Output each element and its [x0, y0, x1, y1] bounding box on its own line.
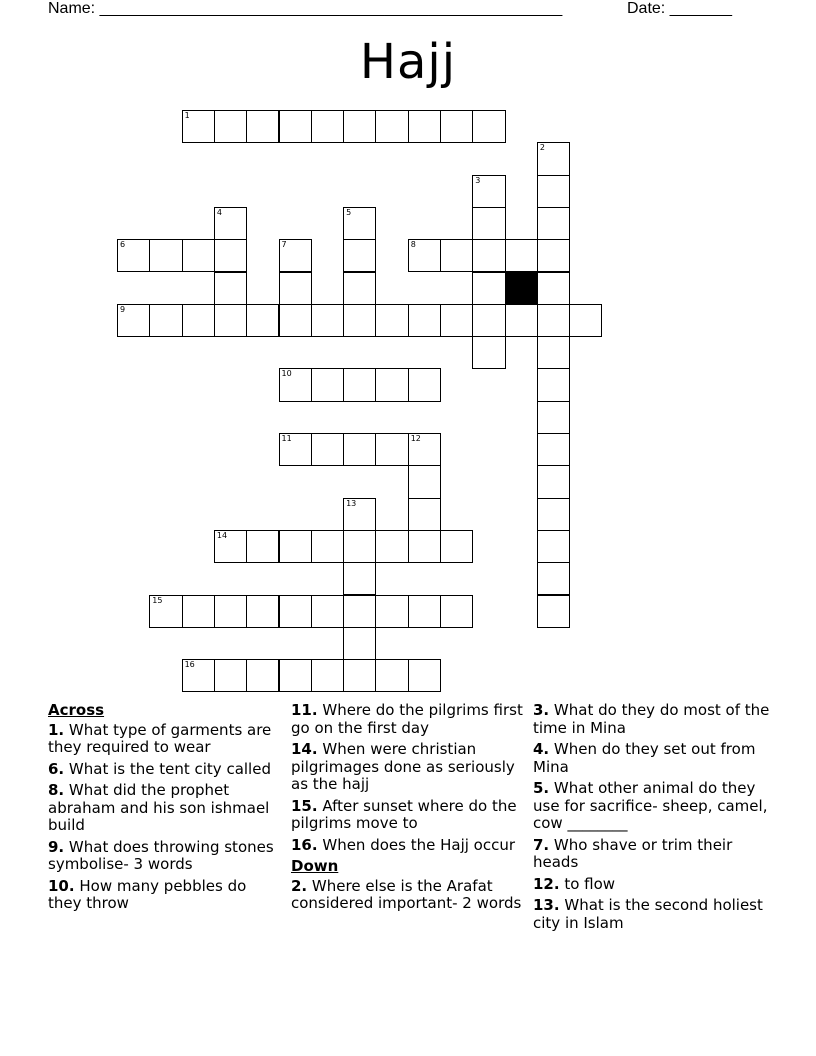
grid-cell[interactable] [214, 530, 247, 563]
grid-cell[interactable] [279, 530, 312, 563]
clue-number: 1 [184, 111, 190, 120]
grid-cell[interactable] [182, 595, 215, 628]
grid-cell[interactable] [375, 368, 408, 401]
grid-cell[interactable] [279, 433, 312, 466]
grid-cell[interactable] [440, 595, 473, 628]
clue-across: 9. What does throwing stones symbolise- 3 words [48, 837, 274, 873]
grid-cell[interactable] [408, 498, 441, 531]
clue-number: 13 [346, 498, 357, 508]
grid-cell[interactable] [537, 562, 570, 595]
grid-cell[interactable] [440, 304, 473, 337]
grid-cell[interactable] [408, 304, 441, 337]
grid-cell[interactable] [279, 595, 312, 628]
clue-down: 2. Where else is the Arafat considered important- 2 words [291, 876, 522, 912]
grid-cell[interactable] [343, 498, 376, 531]
clue-number: 8 [410, 240, 416, 250]
clue-down: 3. What do they do most of the time in Mina [533, 701, 770, 737]
grid-cell[interactable] [246, 659, 279, 692]
grid-cell[interactable] [214, 659, 247, 692]
grid-cell[interactable] [343, 272, 376, 305]
grid-cell[interactable] [149, 595, 182, 628]
grid-cell[interactable] [537, 433, 570, 466]
grid-cell[interactable] [375, 433, 408, 466]
clue-across: 11. Where do the pilgrims first go on the first day [291, 701, 523, 737]
clue-number: 11 [281, 434, 292, 443]
grid-cell[interactable] [343, 595, 376, 628]
grid-cell[interactable] [537, 175, 570, 208]
clue-across: 1. What type of garments are they required to wear [48, 720, 272, 756]
date-field-label: Date: _______ [627, 0, 732, 17]
grid-cell[interactable] [343, 530, 376, 563]
clue-down: 4. When do they set out from Mina [533, 740, 756, 776]
clue-number: 9 [120, 304, 126, 314]
grid-cell[interactable] [246, 595, 279, 628]
grid-cell[interactable] [472, 110, 505, 143]
clue-down: 13. What is the second holiest city in Islam [533, 896, 763, 932]
grid-cell[interactable] [343, 110, 376, 143]
grid-cell[interactable] [343, 239, 376, 272]
grid-cell[interactable] [343, 562, 376, 595]
grid-cell[interactable] [408, 433, 441, 466]
grid-cell[interactable] [343, 659, 376, 692]
grid-cell[interactable] [149, 304, 182, 337]
grid-cell[interactable] [311, 433, 344, 466]
grid-cell[interactable] [472, 207, 505, 240]
grid-cell[interactable] [279, 239, 312, 272]
page-title: Hajj [359, 34, 457, 90]
clue-number: 15 [152, 595, 163, 605]
clues-column-2 [291, 702, 527, 917]
grid-cell[interactable] [537, 304, 570, 337]
black-square [505, 272, 538, 305]
clue-across: 15. After sunset where do the pilgrims move to [291, 796, 517, 832]
grid-cell[interactable] [375, 659, 408, 692]
grid-cell[interactable] [214, 239, 247, 272]
grid-cell[interactable] [440, 110, 473, 143]
grid-cell[interactable] [343, 207, 376, 240]
grid-cell[interactable] [149, 239, 182, 272]
grid-cell[interactable] [537, 498, 570, 531]
grid-cell[interactable] [343, 368, 376, 401]
grid-cell[interactable] [472, 336, 505, 369]
grid-cell[interactable] [214, 110, 247, 143]
grid-cell[interactable] [375, 595, 408, 628]
clue-across: 10. How many pebbles do they throw [48, 876, 247, 912]
grid-cell[interactable] [311, 368, 344, 401]
grid-cell[interactable] [214, 207, 247, 240]
grid-cell[interactable] [537, 595, 570, 628]
clue-across: 6. What is the tent city called [48, 759, 271, 778]
clue-number: 2 [539, 143, 545, 153]
grid-cell[interactable] [537, 336, 570, 369]
clue-number: 12 [410, 434, 421, 443]
clue-across: 16. When does the Hajj occur [291, 835, 516, 854]
grid-cell[interactable] [537, 207, 570, 240]
clues-column-3 [533, 702, 773, 936]
grid-cell[interactable] [537, 272, 570, 305]
grid-cell[interactable] [343, 627, 376, 660]
grid-cell[interactable] [311, 530, 344, 563]
grid-cell[interactable] [537, 142, 570, 175]
grid-cell[interactable] [311, 304, 344, 337]
grid-cell[interactable] [279, 304, 312, 337]
clue-across: 8. What did the prophet abraham and his son ishmael build [48, 781, 270, 834]
clue-across: 14. When were christian pilgrimages done as seriously as the hajj [291, 740, 515, 793]
clue-down: 7. Who shave or trim their heads [533, 835, 733, 871]
grid-cell[interactable] [472, 175, 505, 208]
grid-cell[interactable] [537, 368, 570, 401]
grid-cell[interactable] [311, 659, 344, 692]
grid-cell[interactable] [537, 465, 570, 498]
grid-cell[interactable] [117, 239, 150, 272]
grid-cell[interactable] [375, 304, 408, 337]
grid-cell[interactable] [214, 595, 247, 628]
clue-number: 3 [475, 175, 481, 185]
grid-cell[interactable] [279, 110, 312, 143]
grid-cell[interactable] [375, 530, 408, 563]
grid-cell[interactable] [343, 433, 376, 466]
grid-cell[interactable] [182, 304, 215, 337]
clues-column-1 [48, 702, 278, 917]
grid-cell[interactable] [408, 239, 441, 272]
clue-number: 6 [120, 240, 126, 250]
clue-down: 12. to flow [533, 874, 616, 893]
grid-cell[interactable] [279, 272, 312, 305]
clue-number: 7 [281, 240, 287, 250]
grid-cell[interactable] [408, 110, 441, 143]
clue-number: 5 [346, 207, 352, 217]
grid-cell[interactable] [311, 595, 344, 628]
grid-cell[interactable] [440, 239, 473, 272]
grid-cell[interactable] [117, 304, 150, 337]
grid-cell[interactable] [182, 110, 215, 143]
across-heading: Across [48, 701, 105, 719]
grid-cell[interactable] [246, 304, 279, 337]
grid-cell[interactable] [375, 110, 408, 143]
clue-number: 4 [216, 207, 222, 217]
grid-cell[interactable] [408, 595, 441, 628]
grid-cell[interactable] [472, 304, 505, 337]
grid-cell[interactable] [505, 239, 538, 272]
clue-number: 14 [216, 530, 228, 540]
grid-cell[interactable] [279, 659, 312, 692]
grid-cell[interactable] [537, 239, 570, 272]
grid-cell[interactable] [279, 368, 312, 401]
name-field-label: Name: ____________________________________________________ [48, 0, 563, 17]
clue-down: 5. What other animal do they use for sacrifice- sheep, camel, cow ________ [533, 779, 768, 832]
grid-cell[interactable] [472, 272, 505, 305]
grid-cell[interactable] [246, 110, 279, 143]
grid-cell[interactable] [246, 530, 279, 563]
grid-cell[interactable] [214, 272, 247, 305]
grid-cell[interactable] [408, 368, 441, 401]
down-heading: Down [291, 857, 339, 875]
grid-cell[interactable] [214, 304, 247, 337]
grid-cell[interactable] [182, 659, 215, 692]
clue-number: 10 [281, 369, 292, 379]
grid-cell[interactable] [440, 530, 473, 563]
grid-cell[interactable] [408, 530, 441, 563]
grid-cell[interactable] [182, 239, 215, 272]
grid-cell[interactable] [569, 304, 602, 337]
grid-cell[interactable] [408, 659, 441, 692]
grid-cell[interactable] [537, 530, 570, 563]
grid-cell[interactable] [343, 304, 376, 337]
clue-number: 16 [184, 660, 195, 670]
grid-cell[interactable] [408, 465, 441, 498]
grid-cell[interactable] [537, 401, 570, 434]
grid-cell[interactable] [472, 239, 505, 272]
grid-cell[interactable] [505, 304, 538, 337]
grid-cell[interactable] [311, 110, 344, 143]
